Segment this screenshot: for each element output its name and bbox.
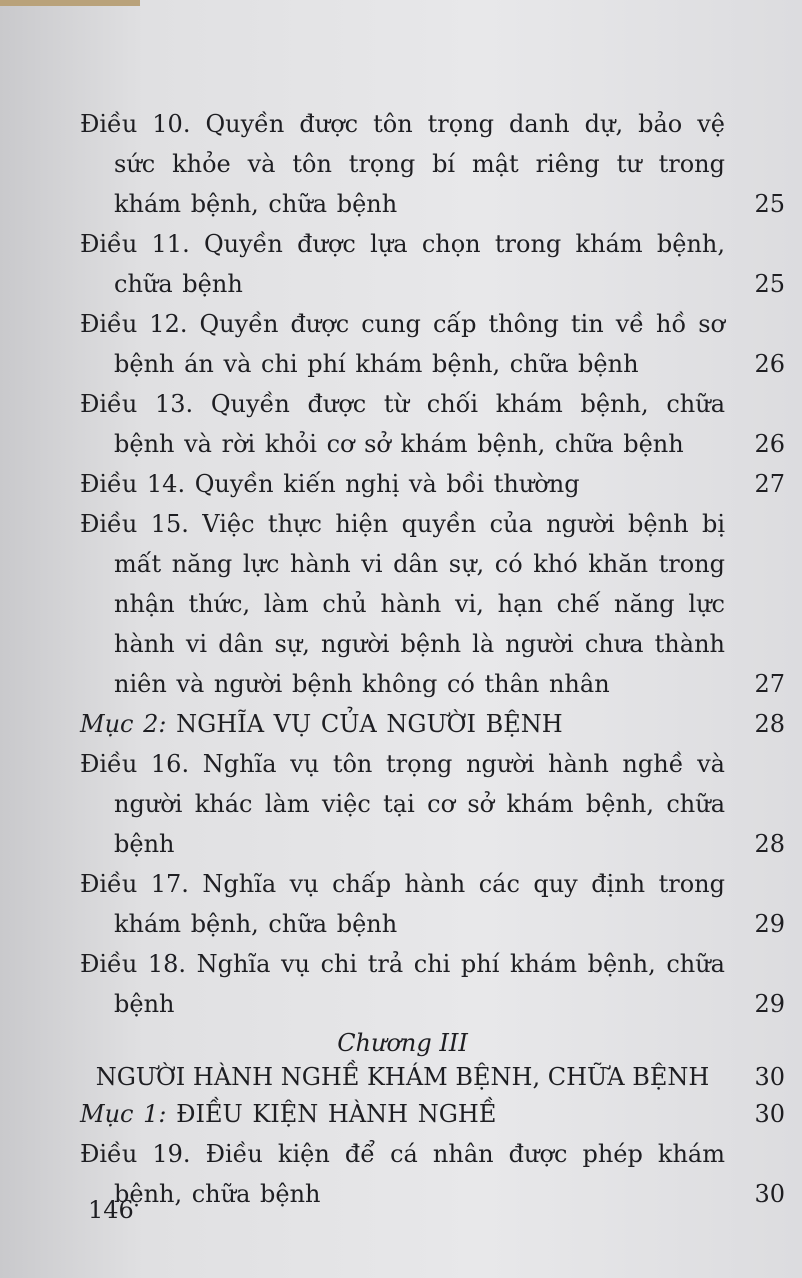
section-title: ĐIỀU KIỆN HÀNH NGHỀ [176,1100,497,1128]
toc-entry-text: Điều 19. Điều kiện để cá nhân được phép khám bệnh, chữa bệnh [80,1140,725,1208]
toc-entry-dieu-14 [80,464,785,504]
section-label: Mục 2: [80,710,167,738]
table-of-contents [80,104,785,1214]
toc-entry-text: Điều 16. Nghĩa vụ tôn trọng người hành nghề và người khác làm việc tại cơ sở khám bệnh, chữa bệnh [80,750,725,858]
toc-entry-dieu-10 [80,104,785,224]
toc-entry-text: Điều 18. Nghĩa vụ chi trả chi phí khám bệnh, chữa bệnh [80,950,725,1018]
toc-entry-page: 25 [754,270,785,298]
toc-section-muc-1 [80,1094,785,1134]
toc-entry-text: Điều 13. Quyền được từ chối khám bệnh, chữa bệnh và rời khỏi cơ sở khám bệnh, chữa bệnh [80,390,725,458]
toc-entry-dieu-18 [80,944,785,1024]
toc-entry-page: 29 [754,910,785,938]
toc-entry-page: 29 [754,990,785,1018]
toc-entry-page: 30 [754,1100,785,1128]
section-title: NGHĨA VỤ CỦA NGƯỜI BỆNH [176,710,563,738]
toc-entry-text: Điều 15. Việc thực hiện quyền của người bệnh bị mất năng lực hành vi dân sự, có khó khăn trong nhận thức, làm chủ hành vi, hạn chế năng lực hành vi dân sự, người bệnh là người chưa thành niên và người bệnh không có thân nhân [80,510,725,698]
chapter-title: NGƯỜI HÀNH NGHỀ KHÁM BỆNH, CHỮA BỆNH [95,1063,710,1091]
toc-entry-text: Điều 14. Quyền kiến nghị và bồi thường [80,470,580,498]
toc-entry-page: 28 [754,830,785,858]
section-label: Mục 1: [80,1100,167,1128]
toc-chapter-title [80,1060,785,1094]
toc-entry-dieu-19 [80,1134,785,1214]
toc-entry-text: Điều 10. Quyền được tôn trọng danh dự, bảo vệ sức khỏe và tôn trọng bí mật riêng tư trong khám bệnh, chữa bệnh [80,110,725,218]
toc-entry-dieu-16 [80,744,785,864]
toc-entry-text: Điều 11. Quyền được lựa chọn trong khám bệnh, chữa bệnh [80,230,725,298]
toc-entry-page: 26 [754,350,785,378]
toc-entry-page: 27 [754,470,785,498]
toc-entry-text: Điều 12. Quyền được cung cấp thông tin về hồ sơ bệnh án và chi phí khám bệnh, chữa bệnh [80,310,725,378]
toc-entry-dieu-11 [80,224,785,304]
toc-entry-page: 25 [754,190,785,218]
toc-entry-page: 30 [754,1180,785,1208]
toc-entry-text: Điều 17. Nghĩa vụ chấp hành các quy định trong khám bệnh, chữa bệnh [80,870,725,938]
toc-entry-dieu-15 [80,504,785,704]
page-number: 146 [88,1196,134,1224]
toc-entry-dieu-12 [80,304,785,384]
toc-entry-page: 26 [754,430,785,458]
toc-section-text [80,704,725,744]
toc-entry-page: 27 [754,670,785,698]
toc-section-muc-2 [80,704,785,744]
toc-entry-dieu-17 [80,864,785,944]
toc-entry-page: 30 [754,1063,785,1091]
toc-chapter-label: Chương III [337,1029,468,1057]
toc-entry-page: 28 [754,710,785,738]
toc-entry-dieu-13 [80,384,785,464]
toc-section-text [80,1094,725,1134]
